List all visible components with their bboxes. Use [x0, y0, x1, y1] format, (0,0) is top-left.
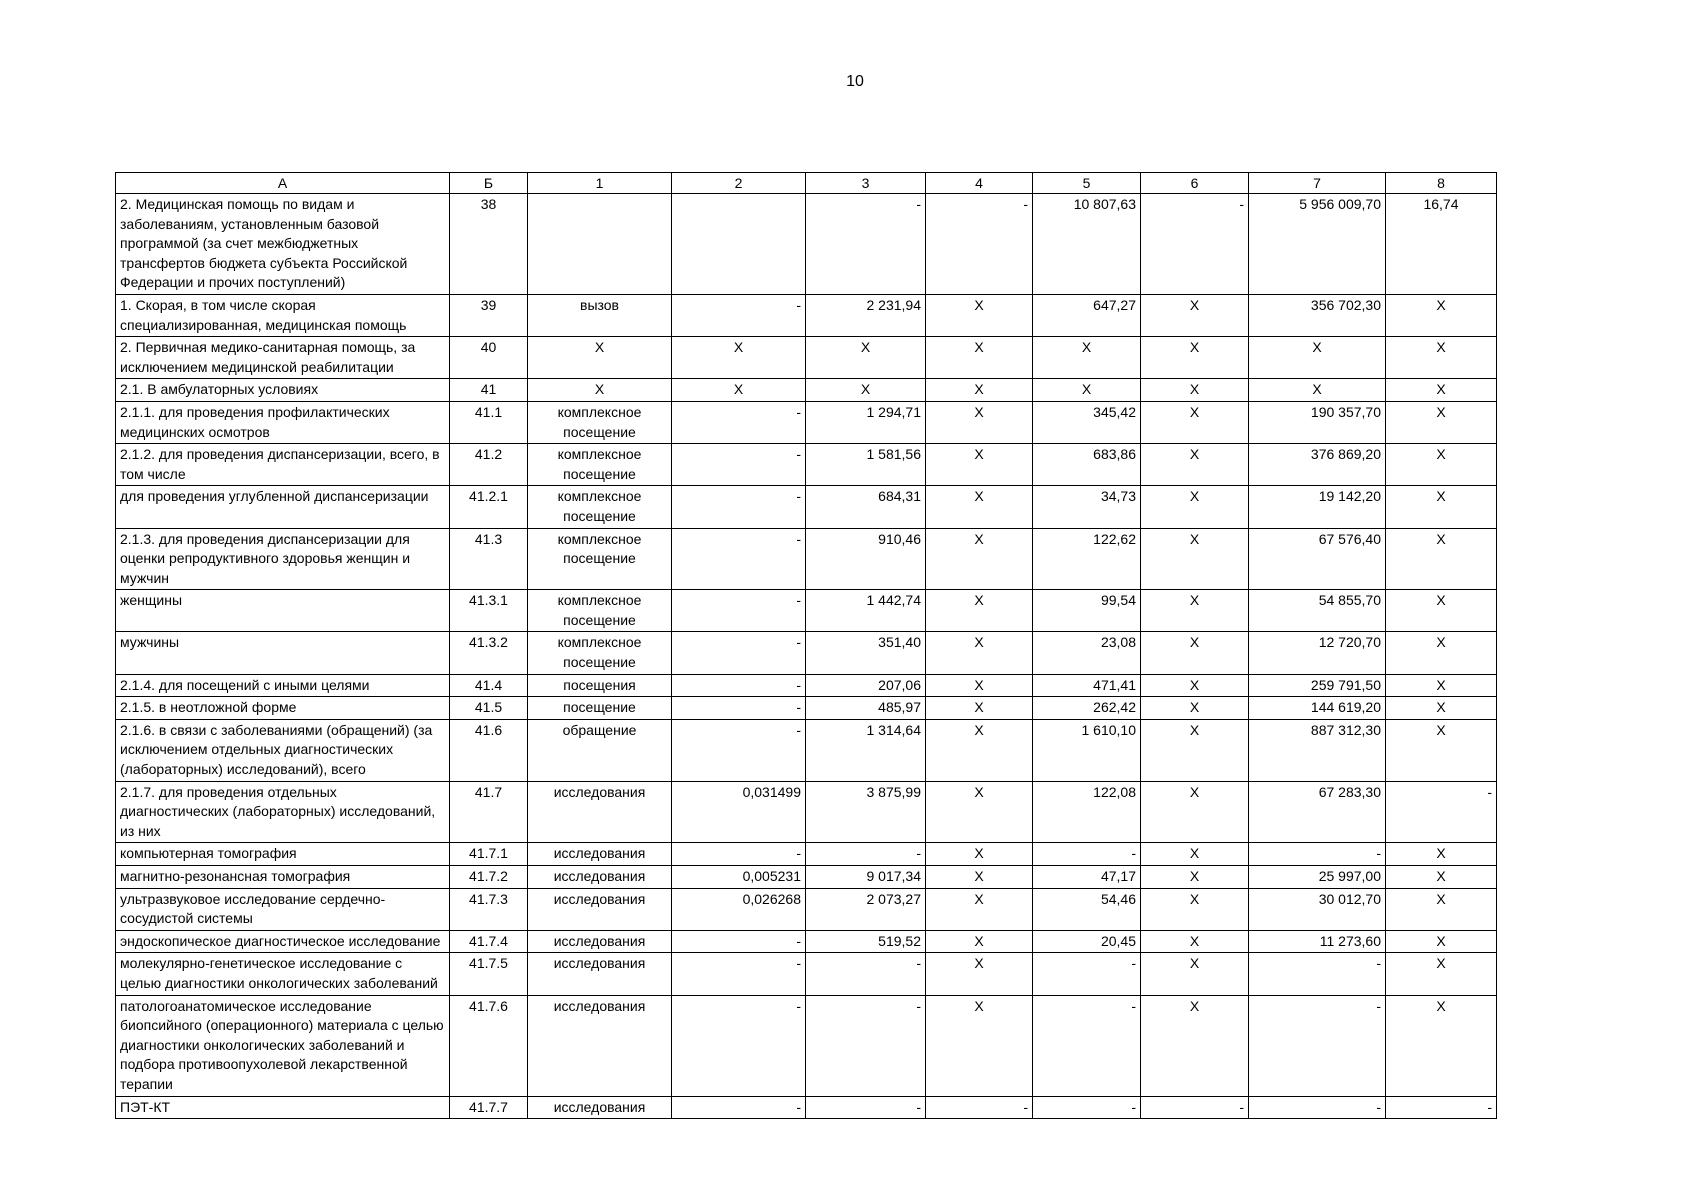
table-cell [528, 194, 672, 295]
table-row [116, 866, 1497, 889]
table-cell: 11 273,60 [1249, 930, 1386, 953]
table-cell: X [1033, 337, 1141, 379]
table-row [116, 674, 1497, 697]
table-cell: комплексное посещение [528, 590, 672, 632]
table-cell: X [1141, 528, 1249, 590]
table-row [116, 486, 1497, 528]
table-cell: 30 012,70 [1249, 888, 1386, 930]
table-row [116, 194, 1497, 295]
table-cell: X [1141, 953, 1249, 995]
table-cell: 41.1 [450, 401, 528, 443]
table-cell: 684,31 [806, 486, 926, 528]
table-cell: обращение [528, 719, 672, 781]
table-cell: X [1141, 930, 1249, 953]
column-header-3: 2 [672, 173, 806, 194]
column-header-6: 5 [1033, 173, 1141, 194]
table-cell: 1 314,64 [806, 719, 926, 781]
table-cell: X [806, 337, 926, 379]
table-cell: вызов [528, 294, 672, 336]
table-cell: 34,73 [1033, 486, 1141, 528]
table-cell: X [926, 719, 1033, 781]
table-cell: X [1386, 632, 1497, 674]
table-cell: X [926, 930, 1033, 953]
row-label: 2.1.7. для проведения отдельных диагностических (лабораторных) исследований, из них [116, 781, 450, 843]
table-cell: X [926, 866, 1033, 889]
table-cell: 3 875,99 [806, 781, 926, 843]
table-cell: 99,54 [1033, 590, 1141, 632]
table-cell: комплексное посещение [528, 528, 672, 590]
table-cell: X [926, 995, 1033, 1096]
row-label: для проведения углубленной диспансеризации [116, 486, 450, 528]
table-cell: X [1386, 930, 1497, 953]
table-cell: - [672, 590, 806, 632]
table-cell: X [1141, 843, 1249, 866]
table-cell: X [926, 632, 1033, 674]
row-label: магнитно-резонансная томография [116, 866, 450, 889]
table-cell: X [1386, 401, 1497, 443]
row-label: молекулярно-генетическое исследование с целью диагностики онкологических заболеваний [116, 953, 450, 995]
page-number: 10 [846, 73, 864, 90]
table-cell: 23,08 [1033, 632, 1141, 674]
table-cell: X [1141, 632, 1249, 674]
table-cell: - [672, 930, 806, 953]
table-cell: X [1249, 337, 1386, 379]
table-cell: X [1141, 294, 1249, 336]
row-label: 2.1.3. для проведения диспансеризации для оценки репродуктивного здоровья женщин и мужчин [116, 528, 450, 590]
column-header-5: 4 [926, 173, 1033, 194]
table-cell: 910,46 [806, 528, 926, 590]
table-cell: исследования [528, 781, 672, 843]
row-label: 2.1.5. в неотложной форме [116, 697, 450, 720]
table-cell: 54 855,70 [1249, 590, 1386, 632]
table-cell: 19 142,20 [1249, 486, 1386, 528]
table-cell: 41.3.1 [450, 590, 528, 632]
table-cell: X [672, 379, 806, 402]
table-cell: - [672, 486, 806, 528]
table-cell: - [1386, 1096, 1497, 1119]
table-cell: - [672, 843, 806, 866]
table-cell: 345,42 [1033, 401, 1141, 443]
table-row [116, 337, 1497, 379]
table-cell: 25 997,00 [1249, 866, 1386, 889]
table-cell: - [1033, 843, 1141, 866]
table-cell: 41.7.2 [450, 866, 528, 889]
table-row [116, 444, 1497, 486]
row-label: 2.1.4. для посещений с иными целями [116, 674, 450, 697]
table-cell: посещения [528, 674, 672, 697]
row-label: 2.1. В амбулаторных условиях [116, 379, 450, 402]
table-cell: X [1386, 953, 1497, 995]
table-cell: 38 [450, 194, 528, 295]
column-header-2: 1 [528, 173, 672, 194]
table-cell: 887 312,30 [1249, 719, 1386, 781]
table-cell: - [672, 528, 806, 590]
table-cell: X [1386, 590, 1497, 632]
table-cell: исследования [528, 995, 672, 1096]
table-cell: 54,46 [1033, 888, 1141, 930]
table-cell: исследования [528, 1096, 672, 1119]
table-header-row [116, 173, 1497, 194]
table-cell: - [672, 953, 806, 995]
row-label: 2.1.1. для проведения профилактических медицинских осмотров [116, 401, 450, 443]
column-header-7: 6 [1141, 173, 1249, 194]
table-cell: исследования [528, 843, 672, 866]
table-cell: - [1141, 194, 1249, 295]
table-cell: X [1141, 674, 1249, 697]
table-cell: X [1386, 486, 1497, 528]
table-cell: 519,52 [806, 930, 926, 953]
table-cell: - [1249, 995, 1386, 1096]
table-cell: 41.7 [450, 781, 528, 843]
table-cell: X [1141, 888, 1249, 930]
table-cell: 1 442,74 [806, 590, 926, 632]
table-cell: - [926, 194, 1033, 295]
table-cell: - [1249, 953, 1386, 995]
row-label: женщины [116, 590, 450, 632]
table-cell: X [1386, 294, 1497, 336]
table-cell: комплексное посещение [528, 632, 672, 674]
table-cell: X [1141, 444, 1249, 486]
table-cell: 16,74 [1386, 194, 1497, 295]
table-cell: 67 576,40 [1249, 528, 1386, 590]
table-cell: X [1141, 379, 1249, 402]
table-cell: X [926, 294, 1033, 336]
table-cell: 41.3 [450, 528, 528, 590]
table-cell: - [672, 401, 806, 443]
table-cell: 5 956 009,70 [1249, 194, 1386, 295]
table-cell: X [926, 781, 1033, 843]
table-cell: X [926, 674, 1033, 697]
table-cell: 262,42 [1033, 697, 1141, 720]
table-row [116, 528, 1497, 590]
table-cell: 10 807,63 [1033, 194, 1141, 295]
table-cell: 41.2.1 [450, 486, 528, 528]
row-label: 1. Скорая, в том числе скорая специализированная, медицинская помощь [116, 294, 450, 336]
column-header-8: 7 [1249, 173, 1386, 194]
table-row [116, 1096, 1497, 1119]
table-cell: X [1386, 444, 1497, 486]
table-cell: исследования [528, 930, 672, 953]
table-cell: X [1386, 843, 1497, 866]
row-label: эндоскопическое диагностическое исследование [116, 930, 450, 953]
table-cell: 207,06 [806, 674, 926, 697]
table-cell: - [1033, 953, 1141, 995]
table-cell: 67 283,30 [1249, 781, 1386, 843]
table-cell: 356 702,30 [1249, 294, 1386, 336]
row-label: ПЭТ-КТ [116, 1096, 450, 1119]
table-cell: исследования [528, 953, 672, 995]
table-cell: X [1141, 337, 1249, 379]
table-row [116, 697, 1497, 720]
table-row [116, 995, 1497, 1096]
table-cell: X [1141, 866, 1249, 889]
table-cell: X [1386, 995, 1497, 1096]
table-cell: 39 [450, 294, 528, 336]
table-cell: 41.4 [450, 674, 528, 697]
table-cell: посещение [528, 697, 672, 720]
table-cell: - [672, 444, 806, 486]
table-cell: 471,41 [1033, 674, 1141, 697]
row-label: 2. Медицинская помощь по видам и заболеваниям, установленным базовой программой (за счет межбюджетных трансфертов бюджета субъекта Российской Федерации и прочих поступлений) [116, 194, 450, 295]
table-cell: X [1386, 379, 1497, 402]
table-cell: 41 [450, 379, 528, 402]
column-header-4: 3 [806, 173, 926, 194]
table-cell: - [672, 719, 806, 781]
table-cell: - [1033, 1096, 1141, 1119]
table-cell: X [806, 379, 926, 402]
table-cell: 144 619,20 [1249, 697, 1386, 720]
table-cell: 259 791,50 [1249, 674, 1386, 697]
table-cell [672, 194, 806, 295]
table-cell: 41.7.7 [450, 1096, 528, 1119]
table-cell: - [806, 194, 926, 295]
table-cell: 41.5 [450, 697, 528, 720]
table-cell: X [1141, 590, 1249, 632]
table-cell: 41.2 [450, 444, 528, 486]
column-header-0: А [116, 173, 450, 194]
table-cell: 41.3.2 [450, 632, 528, 674]
table-cell: комплексное посещение [528, 444, 672, 486]
table-cell: X [1386, 674, 1497, 697]
row-label: ультразвуковое исследование сердечно-сосудистой системы [116, 888, 450, 930]
table-cell: X [1141, 697, 1249, 720]
table-cell: X [1386, 866, 1497, 889]
table-row [116, 590, 1497, 632]
table-cell: X [1141, 995, 1249, 1096]
table-cell: X [1033, 379, 1141, 402]
data-table [115, 172, 1497, 1119]
table-cell: 47,17 [1033, 866, 1141, 889]
table-cell: - [806, 843, 926, 866]
table-cell: 122,08 [1033, 781, 1141, 843]
column-header-1: Б [450, 173, 528, 194]
table-cell: комплексное посещение [528, 486, 672, 528]
table-cell: 376 869,20 [1249, 444, 1386, 486]
table-cell: - [806, 1096, 926, 1119]
table-cell: X [926, 401, 1033, 443]
table-cell: X [926, 953, 1033, 995]
table-cell: - [806, 953, 926, 995]
table-cell: X [926, 843, 1033, 866]
table-cell: 1 610,10 [1033, 719, 1141, 781]
row-label: компьютерная томография [116, 843, 450, 866]
table-cell: 2 231,94 [806, 294, 926, 336]
table-cell: X [1141, 401, 1249, 443]
table-cell: X [1386, 888, 1497, 930]
table-cell: X [1249, 379, 1386, 402]
table-row [116, 719, 1497, 781]
table-cell: X [926, 528, 1033, 590]
row-label: 2.1.2. для проведения диспансеризации, всего, в том числе [116, 444, 450, 486]
table-cell: - [1386, 781, 1497, 843]
table-cell: 41.7.6 [450, 995, 528, 1096]
table-cell: X [926, 486, 1033, 528]
table-cell: 20,45 [1033, 930, 1141, 953]
table-cell: X [926, 888, 1033, 930]
table-cell: 41.7.5 [450, 953, 528, 995]
table-cell: исследования [528, 866, 672, 889]
table-cell: X [1141, 486, 1249, 528]
table-cell: 0,026268 [672, 888, 806, 930]
table-cell: - [672, 674, 806, 697]
table-cell: X [926, 590, 1033, 632]
table-cell: X [672, 337, 806, 379]
table-cell: X [926, 444, 1033, 486]
table-cell: X [528, 379, 672, 402]
table-row [116, 632, 1497, 674]
table-cell: - [1249, 843, 1386, 866]
table-cell: - [672, 632, 806, 674]
table-cell: 0,005231 [672, 866, 806, 889]
table-cell: - [1141, 1096, 1249, 1119]
table-cell: X [1386, 719, 1497, 781]
table-cell: 122,62 [1033, 528, 1141, 590]
table-row [116, 401, 1497, 443]
table-cell: 190 357,70 [1249, 401, 1386, 443]
table-cell: исследования [528, 888, 672, 930]
table-cell: 41.6 [450, 719, 528, 781]
row-label: патологоанатомическое исследование биопсийного (операционного) материала с целью диагностики онкологических заболеваний и подбора противоопухолевой лекарственной терапии [116, 995, 450, 1096]
table-cell: 1 294,71 [806, 401, 926, 443]
table-cell: - [926, 1096, 1033, 1119]
table-cell: 0,031499 [672, 781, 806, 843]
table-cell: 647,27 [1033, 294, 1141, 336]
table-row [116, 930, 1497, 953]
table-cell: X [926, 697, 1033, 720]
table-cell: 41.7.3 [450, 888, 528, 930]
column-header-9: 8 [1386, 173, 1497, 194]
table-cell: - [672, 697, 806, 720]
table-cell: 41.7.4 [450, 930, 528, 953]
table-cell: X [1386, 528, 1497, 590]
table-cell: 351,40 [806, 632, 926, 674]
table-cell: 2 073,27 [806, 888, 926, 930]
table-cell: 40 [450, 337, 528, 379]
row-label: 2.1.6. в связи с заболеваниями (обращений) (за исключением отдельных диагностических (лабораторных) исследований), всего [116, 719, 450, 781]
table-cell: - [806, 995, 926, 1096]
row-label: 2. Первичная медико-санитарная помощь, за исключением медицинской реабилитации [116, 337, 450, 379]
table-cell: - [1249, 1096, 1386, 1119]
table-row [116, 953, 1497, 995]
table-cell: - [672, 995, 806, 1096]
table-row [116, 379, 1497, 402]
table-cell: X [1141, 781, 1249, 843]
table-row [116, 781, 1497, 843]
table-cell: 9 017,34 [806, 866, 926, 889]
table-cell: X [1386, 697, 1497, 720]
table-cell: 485,97 [806, 697, 926, 720]
row-label: мужчины [116, 632, 450, 674]
table-cell: комплексное посещение [528, 401, 672, 443]
table-cell: X [1141, 719, 1249, 781]
table-cell: X [926, 379, 1033, 402]
table-row [116, 843, 1497, 866]
table-cell: 1 581,56 [806, 444, 926, 486]
table-cell: X [528, 337, 672, 379]
table-cell: - [672, 294, 806, 336]
table-cell: 12 720,70 [1249, 632, 1386, 674]
table-cell: 683,86 [1033, 444, 1141, 486]
table-cell: X [1386, 337, 1497, 379]
table-cell: - [672, 1096, 806, 1119]
table-cell: - [1033, 995, 1141, 1096]
table-row [116, 888, 1497, 930]
table-row [116, 294, 1497, 336]
table-cell: 41.7.1 [450, 843, 528, 866]
table-cell: X [926, 337, 1033, 379]
